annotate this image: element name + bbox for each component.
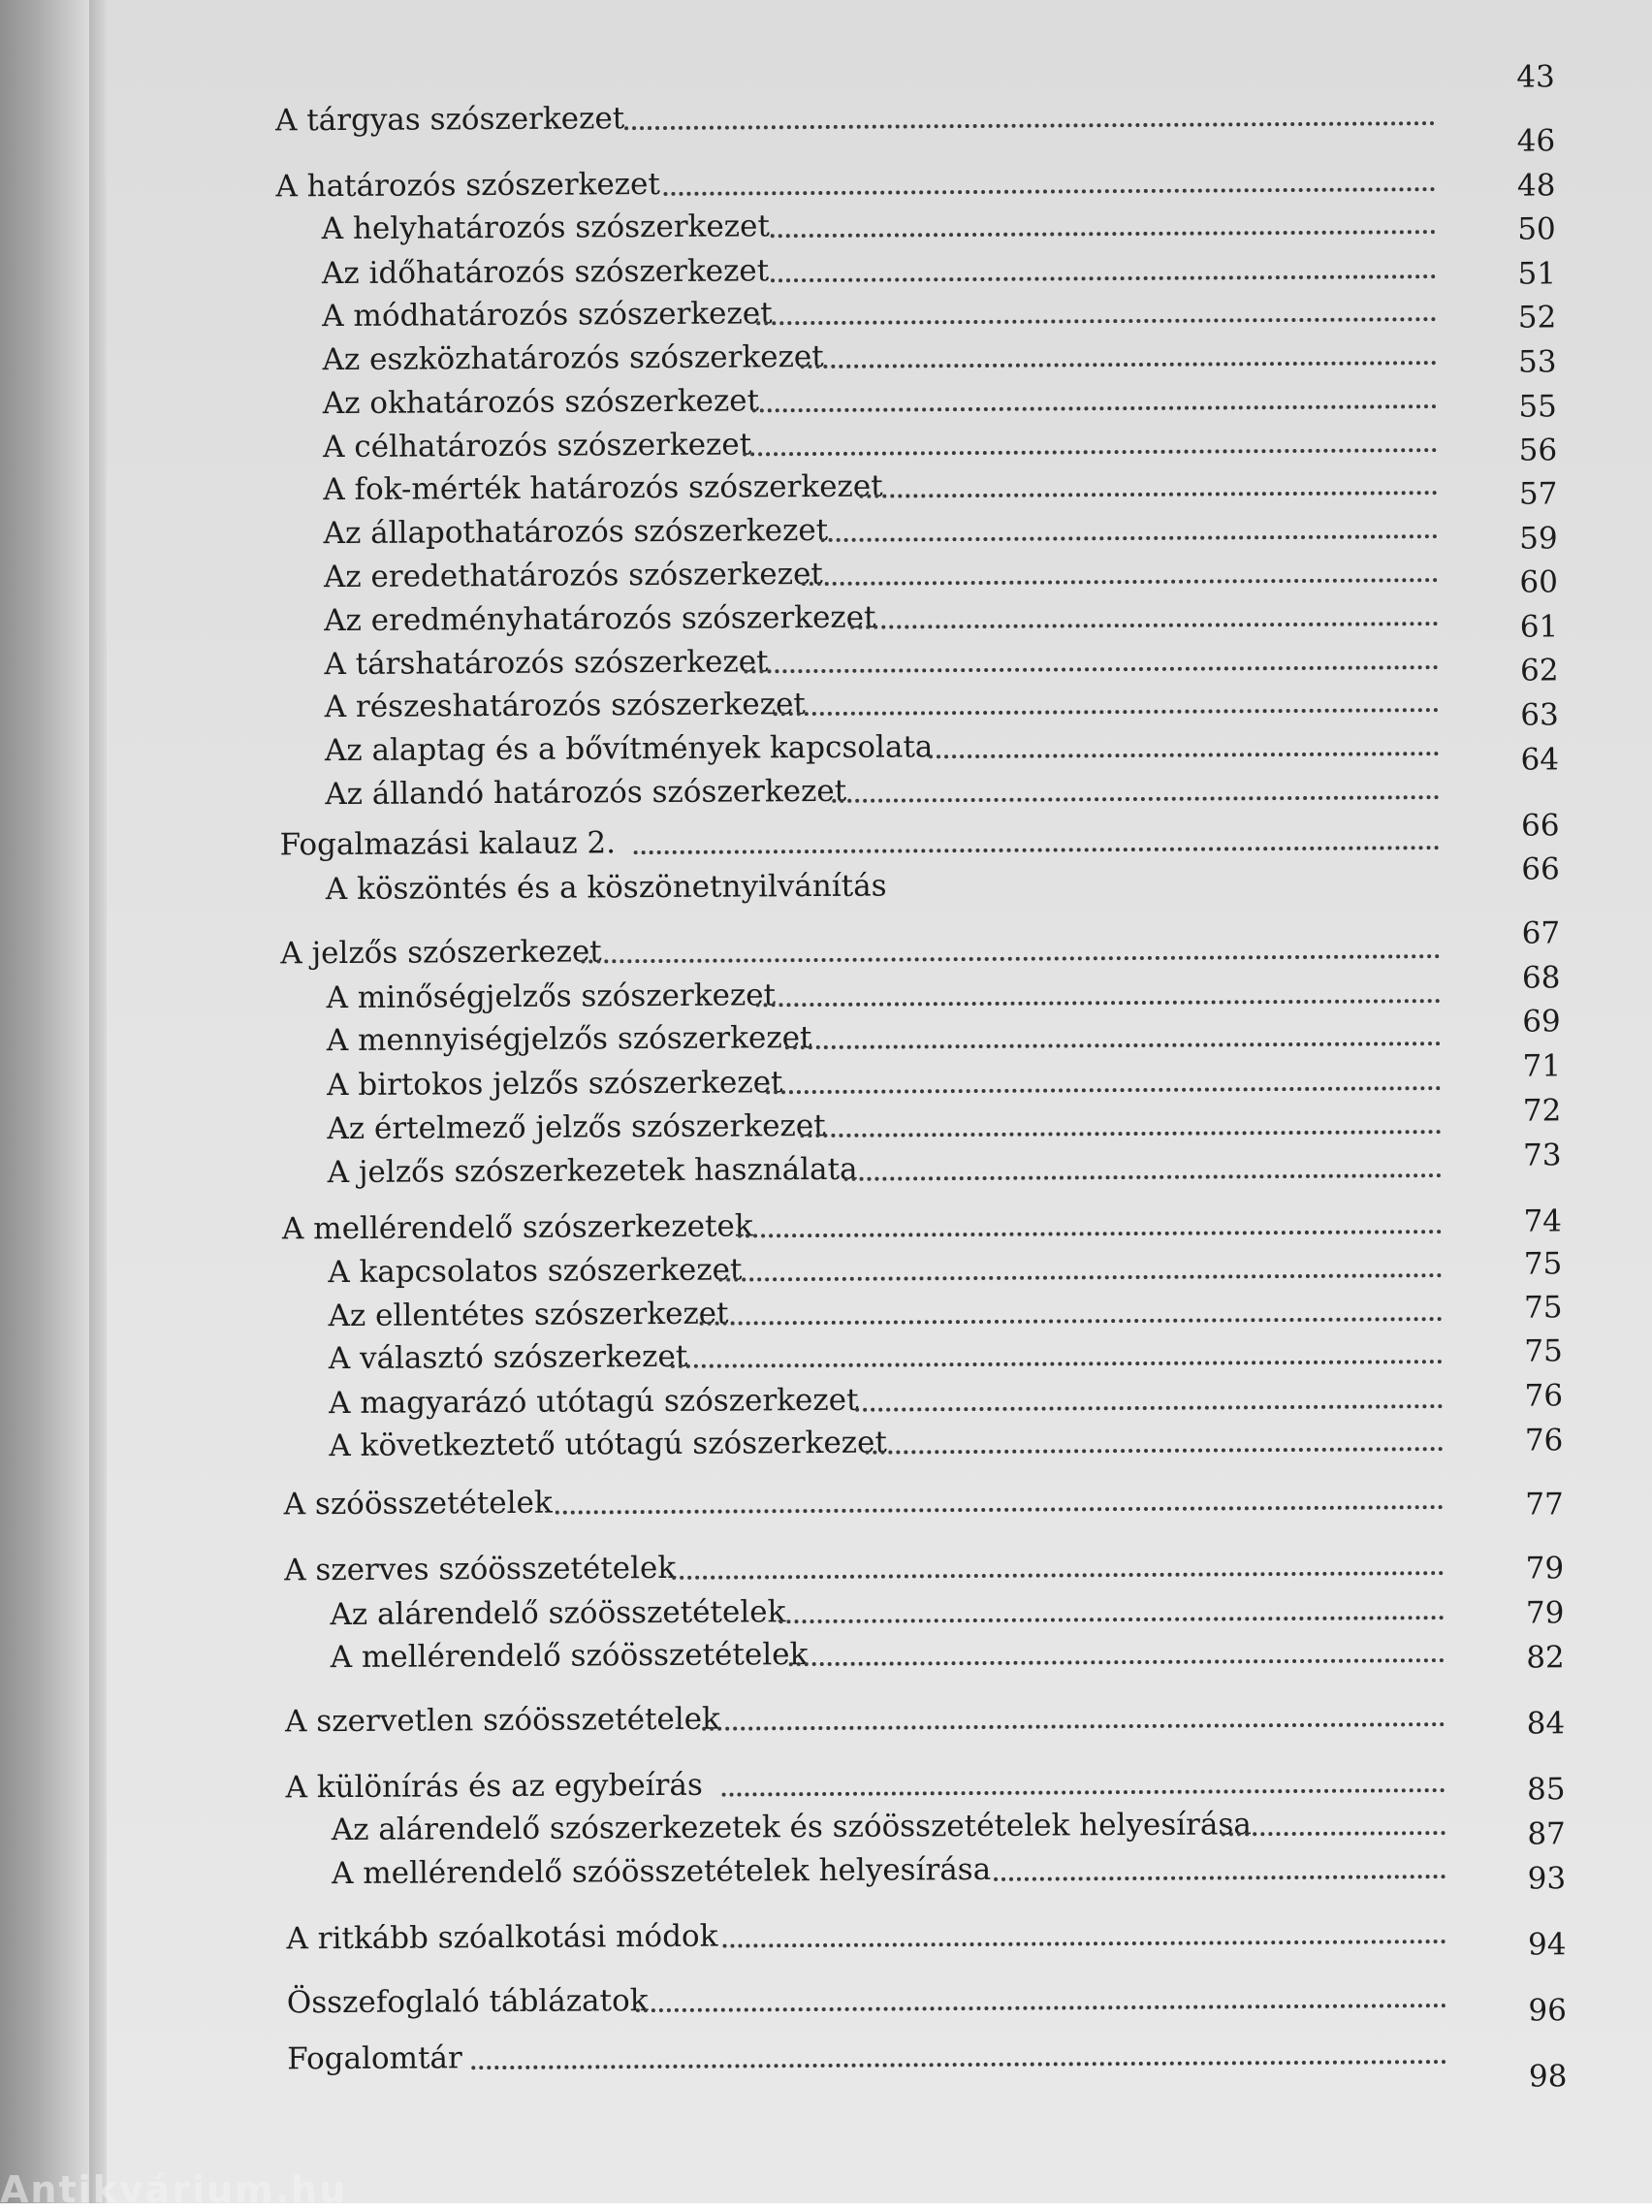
toc-entry-title: A birtokos jelzős szószerkezet: [326, 1065, 783, 1104]
toc-entry: [0, 91, 1646, 144]
toc-entry-title: A részeshatározós szószerkezet: [324, 687, 806, 725]
dot-leader: [802, 559, 1438, 586]
toc-entry-title: Az okhatározós szószerkezet: [322, 383, 760, 422]
dot-leader: [752, 385, 1437, 412]
toc-page-number: 46: [1516, 123, 1556, 159]
dot-leader: [821, 515, 1438, 542]
toc-entry: [0, 1011, 1652, 1064]
toc-entry-title: A következtető utótagú szószerkezet: [329, 1425, 887, 1464]
dot-leader: [699, 1298, 1442, 1326]
dot-leader: [581, 935, 1440, 963]
dot-leader: [721, 1769, 1445, 1797]
toc-entry: [6, 2030, 1652, 2082]
dot-leader: [789, 1639, 1445, 1666]
toc-entry: [0, 765, 1650, 817]
toc-page-number: 59: [1519, 521, 1558, 557]
toc-entry-title: Az alaptag és a bővítmények kapcsolata: [324, 729, 934, 769]
dot-leader: [744, 646, 1438, 673]
dot-leader: [800, 341, 1436, 369]
dot-leader: [634, 826, 1440, 854]
dot-leader: [702, 1703, 1445, 1731]
toc-page-number: 75: [1524, 1333, 1563, 1369]
dot-leader: [929, 732, 1439, 758]
toc-entry-title: A kapcsolatos szószerkezet: [328, 1252, 743, 1291]
toc-page-number: 98: [1528, 2059, 1568, 2095]
toc-page-number: 50: [1517, 211, 1556, 247]
toc-page-number: 66: [1521, 851, 1560, 887]
toc-page-number: 64: [1520, 742, 1560, 778]
toc-entry-title: Az eredményhatározós szószerkezet: [324, 599, 876, 639]
dot-leader: [844, 1154, 1442, 1181]
toc-entry-title: A mennyiségjelzős szószerkezet: [326, 1020, 812, 1059]
toc-page-number: 72: [1522, 1093, 1562, 1129]
toc-entry: [2, 1330, 1652, 1382]
dot-leader: [859, 471, 1437, 498]
toc-page-number: 60: [1519, 564, 1559, 600]
toc-entry-title: A társhatározós szószerkezet: [324, 644, 769, 683]
watermark: Antikvárium.hu: [0, 2168, 348, 2203]
toc-page-number: 71: [1522, 1048, 1562, 1084]
dot-leader: [738, 1210, 1442, 1237]
toc-entry-title: A ritkább szóalkotási módok: [286, 1918, 718, 1957]
toc-entry: [3, 1541, 1652, 1593]
toc-entry-title: Fogalomtár: [287, 2040, 462, 2077]
toc-entry: [4, 1628, 1652, 1681]
dot-leader: [850, 602, 1438, 629]
toc-entry-title: A fok-mérték határozós szószerkezet: [323, 468, 883, 508]
dot-leader: [672, 1552, 1444, 1580]
toc-page-number: 75: [1523, 1246, 1563, 1282]
dot-leader: [855, 1385, 1443, 1412]
toc-page-number: 56: [1518, 433, 1558, 468]
toc-entry-title: Az állapothatározós szószerkezet: [323, 512, 829, 552]
dot-leader: [756, 298, 1436, 325]
toc-page-number: 53: [1518, 344, 1557, 380]
toc-entry: [5, 1844, 1652, 1897]
dot-leader: [636, 1984, 1446, 2012]
dot-leader: [771, 255, 1436, 282]
toc-entry: [2, 1417, 1652, 1469]
toc-page-number: 77: [1525, 1487, 1564, 1523]
toc-entry-title: Az időhatározós szószerkezet: [321, 253, 770, 292]
toc-page-number: 76: [1524, 1378, 1564, 1414]
toc-entry-title: Fogalmazási kalauz 2.: [279, 825, 617, 863]
dot-leader: [556, 1486, 1444, 1515]
toc-entry-title: A magyarázó utótagú szószerkezet: [328, 1382, 859, 1422]
toc-page-number: 62: [1519, 653, 1559, 689]
toc-entry-title: Az alárendelő szóösszetételek: [330, 1594, 786, 1633]
toc-entry-title: A helyhatározós szószerkezet: [321, 208, 770, 247]
dot-leader: [471, 2040, 1446, 2069]
toc-entry-title: Az ellentétes szószerkezet: [328, 1296, 729, 1334]
dot-leader: [771, 210, 1436, 238]
toc-entry-title: A célhatározós szószerkezet: [322, 427, 752, 465]
dot-leader: [663, 168, 1435, 196]
toc-entry-title: Az alárendelő szószerkezetek és szóösszetételek helyesírása: [331, 1807, 1252, 1848]
dot-leader: [743, 429, 1437, 456]
toc-page-number: 63: [1520, 697, 1559, 733]
toc-page-number: 75: [1523, 1290, 1563, 1326]
toc-page-number: 73: [1522, 1138, 1562, 1173]
toc-entry-title: A szervetlen szóösszetételek: [284, 1701, 720, 1740]
dot-leader: [722, 1920, 1446, 1948]
toc-page-number: 61: [1519, 609, 1559, 645]
toc-entry: [0, 200, 1647, 252]
dot-leader: [755, 979, 1440, 1007]
toc-entry-title: A választó szószerkezet: [328, 1338, 688, 1377]
toc-entry-title: Az eszközhatározós szószerkezet: [322, 338, 824, 378]
toc-entry: [4, 1692, 1652, 1745]
toc-entry: [3, 1475, 1652, 1527]
dot-leader: [865, 1427, 1443, 1455]
toc-page-number: 68: [1521, 960, 1561, 996]
toc-entry: [0, 924, 1651, 977]
dot-leader: [718, 1254, 1442, 1282]
toc-entry-title: Az eredethatározós szószerkezet: [323, 556, 823, 595]
dot-leader: [671, 1340, 1443, 1368]
toc-page-number: 52: [1517, 300, 1557, 336]
toc-page-number: 82: [1526, 1640, 1565, 1676]
toc-page-number: 51: [1517, 256, 1557, 292]
toc-page-number: 79: [1525, 1595, 1565, 1631]
toc-page-number: 84: [1526, 1706, 1566, 1742]
toc-page-number: 43: [1516, 59, 1555, 95]
toc-page-number: 87: [1527, 1816, 1566, 1852]
toc-page-number: 55: [1518, 389, 1557, 425]
toc-entry-title: A jelzős szószerkezet: [280, 934, 602, 972]
toc-entry-title: A határozós szószerkezet: [275, 166, 660, 205]
toc-entry-title: A tárgyas szószerkezet: [274, 101, 625, 139]
dot-leader: [774, 689, 1439, 716]
toc-entry: [0, 816, 1651, 868]
toc-entry: [0, 860, 1651, 913]
toc-entry-title: A köszöntés és a köszönetnyilvánítás: [325, 868, 887, 908]
toc-page-number: 74: [1523, 1203, 1563, 1239]
toc-page-number: 94: [1527, 1927, 1567, 1963]
dot-leader: [994, 1855, 1446, 1881]
toc-entry-title: A jelzős szószerkezetek használata: [327, 1151, 858, 1191]
toc-entry-title: Összefoglaló táblázatok: [286, 1983, 649, 2021]
dot-leader: [766, 1067, 1441, 1094]
dot-leader: [1222, 1811, 1446, 1836]
toc-entry-title: A minőségjelzős szószerkezet: [326, 978, 777, 1016]
dot-leader: [624, 102, 1435, 130]
toc-entry-title: A módhatározós szószerkezet: [322, 296, 773, 335]
toc-page-number: 85: [1526, 1772, 1566, 1808]
toc-entry: [5, 1909, 1652, 1962]
dot-leader: [800, 1110, 1441, 1138]
dot-leader: [785, 1022, 1441, 1049]
toc-entry-title: A mellérendelő szószerkezetek: [281, 1208, 753, 1247]
toc-page-number: 93: [1527, 1861, 1567, 1897]
toc-page-number: 69: [1522, 1004, 1561, 1040]
toc-entry-title: A mellérendelő szóösszetételek: [330, 1637, 809, 1676]
toc-entry: [6, 1973, 1652, 2026]
toc-page-number: 66: [1520, 808, 1560, 844]
toc-entry: [1, 1143, 1652, 1196]
dot-leader: [832, 776, 1439, 803]
toc-entry-title: Az értelmező jelzős szószerkezet: [327, 1107, 826, 1147]
toc-entry-title: A szerves szóösszetételek: [284, 1550, 677, 1588]
toc-entry-title: A mellérendelő szóösszetételek helyesírása: [331, 1851, 992, 1892]
toc-page-number: 76: [1524, 1423, 1564, 1459]
toc-page-number: 79: [1525, 1551, 1565, 1587]
toc-page-number: 67: [1521, 915, 1561, 951]
toc-entry-title: Az állandó határozós szószerkezet: [325, 773, 847, 813]
toc-page-number: 96: [1528, 1993, 1568, 2029]
toc-entry-title: A szóösszetételek: [283, 1485, 553, 1523]
dot-leader: [778, 1596, 1444, 1623]
toc-entry-title: A különírás és az egybeírás: [285, 1767, 703, 1806]
toc-page-number: 57: [1518, 476, 1558, 512]
toc-page-number: 48: [1516, 168, 1556, 204]
